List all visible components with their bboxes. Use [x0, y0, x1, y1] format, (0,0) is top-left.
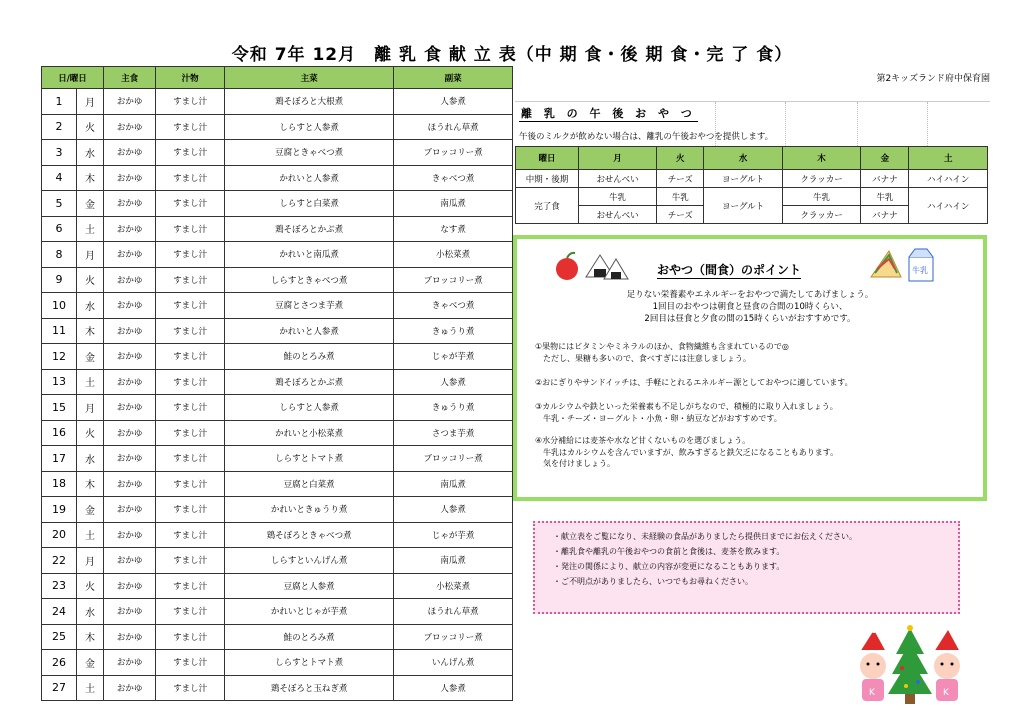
menu-row — [42, 318, 513, 344]
side-dish-cell: じゃが芋煮 — [394, 344, 513, 370]
menu-row — [42, 369, 513, 395]
intro-line: 1回目のおやつは朝食と昼食の合間の10時くらい、 — [652, 302, 848, 312]
staple-cell: おかゆ — [104, 318, 156, 344]
main-dish-cell: かれいと小松菜煮 — [225, 420, 394, 446]
menu-row — [42, 191, 513, 217]
point-line: ②おにぎりやサンドイッチは、手軽にとれるエネルギー源としておやつに適しています。 — [535, 378, 853, 387]
point-fruit — [535, 341, 975, 364]
menu-row — [42, 573, 513, 599]
staple-cell: おかゆ — [104, 293, 156, 319]
point-line: 牛乳・チーズ・ヨーグルト・小魚・卵・納豆などがおすすめです。 — [535, 413, 782, 423]
notes-box — [533, 521, 960, 614]
main-dish-cell: 鶏そぼろとかぶ煮 — [225, 369, 394, 395]
snack-cell: 牛乳 — [861, 188, 909, 206]
snack-cell: クラッカー — [782, 170, 861, 188]
main-dish-cell: かれいと人参煮 — [225, 318, 394, 344]
side-dish-cell: 人参煮 — [394, 89, 513, 115]
soup-cell: すまし汁 — [156, 522, 225, 548]
day-of-week: 水 — [77, 140, 104, 166]
day-of-week: 月 — [77, 89, 104, 115]
point-line: ①果物にはビタミンやミネラルのほか、食物繊維も含まれているので◎ — [535, 342, 789, 351]
staple-cell: おかゆ — [104, 624, 156, 650]
point-onigiri — [535, 377, 975, 389]
header-soup: 汁物 — [156, 67, 225, 89]
menu-row — [42, 420, 513, 446]
main-dish-cell: 豆腐とさつま芋煮 — [225, 293, 394, 319]
snack-cell: 牛乳 — [657, 188, 704, 206]
side-dish-cell: きゃべつ煮 — [394, 293, 513, 319]
snack-header-fri: 金 — [861, 147, 909, 170]
staple-cell: おかゆ — [104, 471, 156, 497]
menu-row — [42, 140, 513, 166]
snack-header-row — [516, 147, 988, 170]
christmas-kids-illustration — [850, 624, 970, 716]
menu-row — [42, 344, 513, 370]
menu-row — [42, 89, 513, 115]
svg-text:K: K — [869, 688, 875, 698]
point-title: おやつ（間食）のポイント — [657, 263, 802, 277]
menu-row — [42, 446, 513, 472]
side-dish-cell: ブロッコリー煮 — [394, 140, 513, 166]
side-dish-cell: きゅうり煮 — [394, 395, 513, 421]
day-number: 10 — [42, 293, 77, 319]
soup-cell: すまし汁 — [156, 573, 225, 599]
soup-cell: すまし汁 — [156, 420, 225, 446]
soup-cell: すまし汁 — [156, 650, 225, 676]
soup-cell: すまし汁 — [156, 242, 225, 268]
staple-cell: おかゆ — [104, 675, 156, 701]
menu-row — [42, 114, 513, 140]
soup-cell: すまし汁 — [156, 471, 225, 497]
day-number: 9 — [42, 267, 77, 293]
header-day: 日/曜日 — [42, 67, 104, 89]
snack-header-mon: 月 — [579, 147, 657, 170]
day-of-week: 月 — [77, 395, 104, 421]
snack-cell: おせんべい — [579, 206, 657, 224]
side-dish-cell: ほうれん草煮 — [394, 114, 513, 140]
svg-text:K: K — [943, 688, 949, 698]
snack-cell: ヨーグルト — [704, 170, 782, 188]
side-dish-cell: 人参煮 — [394, 497, 513, 523]
menu-row — [42, 395, 513, 421]
main-dish-cell: 鮭のとろみ煮 — [225, 344, 394, 370]
main-dish-cell: しらすと人参煮 — [225, 114, 394, 140]
day-of-week: 水 — [77, 599, 104, 625]
day-number: 20 — [42, 522, 77, 548]
note-item: ・ 献立表をご覧になり、未経験の食品がありましたら提供日までにお伝えください。 — [553, 529, 958, 544]
menu-row — [42, 522, 513, 548]
main-dish-cell: 豆腐と人参煮 — [225, 573, 394, 599]
menu-row — [42, 267, 513, 293]
point-calcium — [535, 401, 975, 424]
day-number: 19 — [42, 497, 77, 523]
day-number: 1 — [42, 89, 77, 115]
day-of-week: 金 — [77, 344, 104, 370]
day-of-week: 木 — [77, 624, 104, 650]
main-dish-cell: かれいときゅうり煮 — [225, 497, 394, 523]
day-of-week: 土 — [77, 369, 104, 395]
snack-cell: 牛乳 — [579, 188, 657, 206]
day-number: 16 — [42, 420, 77, 446]
soup-cell: すまし汁 — [156, 216, 225, 242]
day-of-week: 土 — [77, 522, 104, 548]
staple-cell: おかゆ — [104, 420, 156, 446]
soup-cell: すまし汁 — [156, 267, 225, 293]
point-line: ④水分補給には麦茶や水など甘くないものを選びましょう。 — [535, 436, 751, 445]
main-dish-cell: 鶏そぼろときゃべつ煮 — [225, 522, 394, 548]
side-dish-cell: 小松菜煮 — [394, 573, 513, 599]
day-of-week: 木 — [77, 471, 104, 497]
fruit-onigiri-icon — [552, 247, 632, 283]
day-of-week: 火 — [77, 114, 104, 140]
day-of-week: 水 — [77, 446, 104, 472]
day-number: 26 — [42, 650, 77, 676]
day-number: 13 — [42, 369, 77, 395]
snack-note: 午後のミルクが飲めない場合は、離乳の午後おやつを提供します。 — [519, 132, 774, 142]
snack-header-wed: 水 — [704, 147, 782, 170]
snack-cell: ハイハイン — [909, 170, 988, 188]
main-dish-cell: しらすときゃべつ煮 — [225, 267, 394, 293]
soup-cell: すまし汁 — [156, 293, 225, 319]
menu-row — [42, 650, 513, 676]
main-dish-cell: しらすと人参煮 — [225, 395, 394, 421]
day-of-week: 木 — [77, 165, 104, 191]
soup-cell: すまし汁 — [156, 344, 225, 370]
menu-row — [42, 675, 513, 701]
snack-cell: チーズ — [657, 170, 704, 188]
main-dish-cell: しらすとトマト煮 — [225, 650, 394, 676]
point-line: 牛乳はカルシウムを含んでいますが、飲みすぎると鉄欠乏になることもあります。 — [535, 447, 839, 457]
main-dish-cell: かれいとじゃが芋煮 — [225, 599, 394, 625]
snack-row-complete-top — [516, 188, 988, 206]
snack-header — [515, 101, 990, 122]
day-number: 18 — [42, 471, 77, 497]
menu-row — [42, 293, 513, 319]
page-title: 令和 7年 12月 離 乳 食 献 立 表（中 期 食・後 期 食・完 了 食） — [231, 45, 793, 65]
day-of-week: 火 — [77, 420, 104, 446]
header-main: 主菜 — [225, 67, 394, 89]
main-dish-cell: 鮭のとろみ煮 — [225, 624, 394, 650]
staple-cell: おかゆ — [104, 114, 156, 140]
soup-cell: すまし汁 — [156, 624, 225, 650]
soup-cell: すまし汁 — [156, 395, 225, 421]
staple-cell: おかゆ — [104, 344, 156, 370]
snack-cell: クラッカー — [782, 206, 861, 224]
sandwich-milk-icon — [867, 247, 939, 283]
snack-cell: 牛乳 — [782, 188, 861, 206]
day-number: 17 — [42, 446, 77, 472]
soup-cell: すまし汁 — [156, 675, 225, 701]
staple-cell: おかゆ — [104, 369, 156, 395]
snack-title: 離 乳 の 午 後 お や つ — [521, 107, 696, 120]
day-of-week: 木 — [77, 318, 104, 344]
staple-cell: おかゆ — [104, 89, 156, 115]
header-side: 副菜 — [394, 67, 513, 89]
school-name: 第2キッズランド府中保育園 — [876, 74, 990, 84]
snack-row-middle-late — [516, 170, 988, 188]
main-dish-cell: しらすといんげん煮 — [225, 548, 394, 574]
menu-table — [41, 66, 513, 701]
main-dish-cell: 鶏そぼろと玉ねぎ煮 — [225, 675, 394, 701]
side-dish-cell: いんげん煮 — [394, 650, 513, 676]
soup-cell: すまし汁 — [156, 369, 225, 395]
soup-cell: すまし汁 — [156, 446, 225, 472]
staple-cell: おかゆ — [104, 650, 156, 676]
day-of-week: 火 — [77, 267, 104, 293]
snack-cell: チーズ — [657, 206, 704, 224]
side-dish-cell: きゃべつ煮 — [394, 165, 513, 191]
day-number: 4 — [42, 165, 77, 191]
day-number: 6 — [42, 216, 77, 242]
soup-cell: すまし汁 — [156, 114, 225, 140]
day-number: 23 — [42, 573, 77, 599]
menu-row — [42, 497, 513, 523]
snack-point-box — [513, 235, 987, 501]
staple-cell: おかゆ — [104, 216, 156, 242]
soup-cell: すまし汁 — [156, 599, 225, 625]
side-dish-cell: ブロッコリー煮 — [394, 267, 513, 293]
staple-cell: おかゆ — [104, 599, 156, 625]
snack-cell: おせんべい — [579, 170, 657, 188]
note-item: ・ ご不明点がありましたら、いつでもお尋ねください。 — [553, 574, 958, 589]
staple-cell: おかゆ — [104, 140, 156, 166]
point-line: ③カルシウムや鉄といった栄養素も不足しがちなので、積極的に取り入れましょう。 — [535, 402, 838, 411]
staple-cell: おかゆ — [104, 548, 156, 574]
intro-line: 足りない栄養素やエネルギーをおやつで満たしてあげましょう。 — [626, 290, 874, 300]
main-dish-cell: 豆腐ときゃべつ煮 — [225, 140, 394, 166]
staple-cell: おかゆ — [104, 267, 156, 293]
side-dish-cell: なす煮 — [394, 216, 513, 242]
day-number: 3 — [42, 140, 77, 166]
staple-cell: おかゆ — [104, 573, 156, 599]
day-of-week: 月 — [77, 242, 104, 268]
side-dish-cell: 人参煮 — [394, 675, 513, 701]
menu-row — [42, 624, 513, 650]
side-dish-cell: ブロッコリー煮 — [394, 446, 513, 472]
soup-cell: すまし汁 — [156, 318, 225, 344]
snack-header-dow: 曜日 — [516, 147, 579, 170]
snack-cell: バナナ — [861, 170, 909, 188]
day-of-week: 金 — [77, 650, 104, 676]
menu-row — [42, 599, 513, 625]
main-dish-cell: かれいと南瓜煮 — [225, 242, 394, 268]
snack-cell: ハイハイン — [909, 188, 988, 224]
day-number: 11 — [42, 318, 77, 344]
soup-cell: すまし汁 — [156, 140, 225, 166]
main-dish-cell: かれいと人参煮 — [225, 165, 394, 191]
day-number: 8 — [42, 242, 77, 268]
snack-cell: 完了食 — [516, 188, 579, 224]
side-dish-cell: きゅうり煮 — [394, 318, 513, 344]
side-dish-cell: さつま芋煮 — [394, 420, 513, 446]
staple-cell: おかゆ — [104, 395, 156, 421]
menu-header-row — [42, 67, 513, 89]
staple-cell: おかゆ — [104, 165, 156, 191]
staple-cell: おかゆ — [104, 242, 156, 268]
day-number: 25 — [42, 624, 77, 650]
side-dish-cell: 人参煮 — [394, 369, 513, 395]
menu-row — [42, 165, 513, 191]
note-item: ・ 発注の関係により、献立の内容が変更になることもあります。 — [553, 559, 958, 574]
side-dish-cell: ほうれん草煮 — [394, 599, 513, 625]
day-number: 5 — [42, 191, 77, 217]
staple-cell: おかゆ — [104, 191, 156, 217]
day-number: 12 — [42, 344, 77, 370]
day-number: 2 — [42, 114, 77, 140]
main-dish-cell: 鶏そぼろと大根煮 — [225, 89, 394, 115]
snack-cell: バナナ — [861, 206, 909, 224]
soup-cell: すまし汁 — [156, 165, 225, 191]
day-of-week: 土 — [77, 675, 104, 701]
point-intro — [517, 289, 983, 325]
side-dish-cell: 小松菜煮 — [394, 242, 513, 268]
soup-cell: すまし汁 — [156, 191, 225, 217]
day-number: 22 — [42, 548, 77, 574]
day-number: 15 — [42, 395, 77, 421]
staple-cell: おかゆ — [104, 446, 156, 472]
soup-cell: すまし汁 — [156, 548, 225, 574]
side-dish-cell: 南瓜煮 — [394, 471, 513, 497]
soup-cell: すまし汁 — [156, 497, 225, 523]
snack-cell: ヨーグルト — [704, 188, 782, 224]
staple-cell: おかゆ — [104, 497, 156, 523]
intro-line: 2回目は昼食と夕食の間の15時くらいがおすすめです。 — [644, 314, 856, 324]
day-of-week: 水 — [77, 293, 104, 319]
menu-row — [42, 548, 513, 574]
header-staple: 主食 — [104, 67, 156, 89]
side-dish-cell: 南瓜煮 — [394, 191, 513, 217]
day-of-week: 月 — [77, 548, 104, 574]
snack-header-sat: 土 — [909, 147, 988, 170]
main-dish-cell: 豆腐と白菜煮 — [225, 471, 394, 497]
snack-header-thu: 木 — [782, 147, 861, 170]
day-number: 27 — [42, 675, 77, 701]
snack-cell: 中期・後期 — [516, 170, 579, 188]
menu-row — [42, 242, 513, 268]
snack-table — [515, 146, 988, 224]
side-dish-cell: 南瓜煮 — [394, 548, 513, 574]
day-of-week: 土 — [77, 216, 104, 242]
snack-header-tue: 火 — [657, 147, 704, 170]
day-of-week: 金 — [77, 191, 104, 217]
day-of-week: 金 — [77, 497, 104, 523]
day-of-week: 火 — [77, 573, 104, 599]
main-dish-cell: しらすとトマト煮 — [225, 446, 394, 472]
side-dish-cell: ブロッコリー煮 — [394, 624, 513, 650]
soup-cell: すまし汁 — [156, 89, 225, 115]
point-water — [535, 435, 975, 470]
milk-carton-label: 牛乳 — [912, 266, 928, 275]
main-dish-cell: しらすと白菜煮 — [225, 191, 394, 217]
side-dish-cell: じゃが芋煮 — [394, 522, 513, 548]
menu-row — [42, 216, 513, 242]
staple-cell: おかゆ — [104, 522, 156, 548]
note-item: ・ 離乳食や離乳の午後おやつの食前と食後は、麦茶を飲みます。 — [553, 544, 958, 559]
point-line: ただし、果糖も多いので、食べすぎには注意しましょう。 — [535, 353, 751, 363]
point-line: 気を付けましょう。 — [535, 459, 615, 468]
menu-body — [42, 89, 513, 701]
day-number: 24 — [42, 599, 77, 625]
menu-row — [42, 471, 513, 497]
main-dish-cell: 鶏そぼろとかぶ煮 — [225, 216, 394, 242]
